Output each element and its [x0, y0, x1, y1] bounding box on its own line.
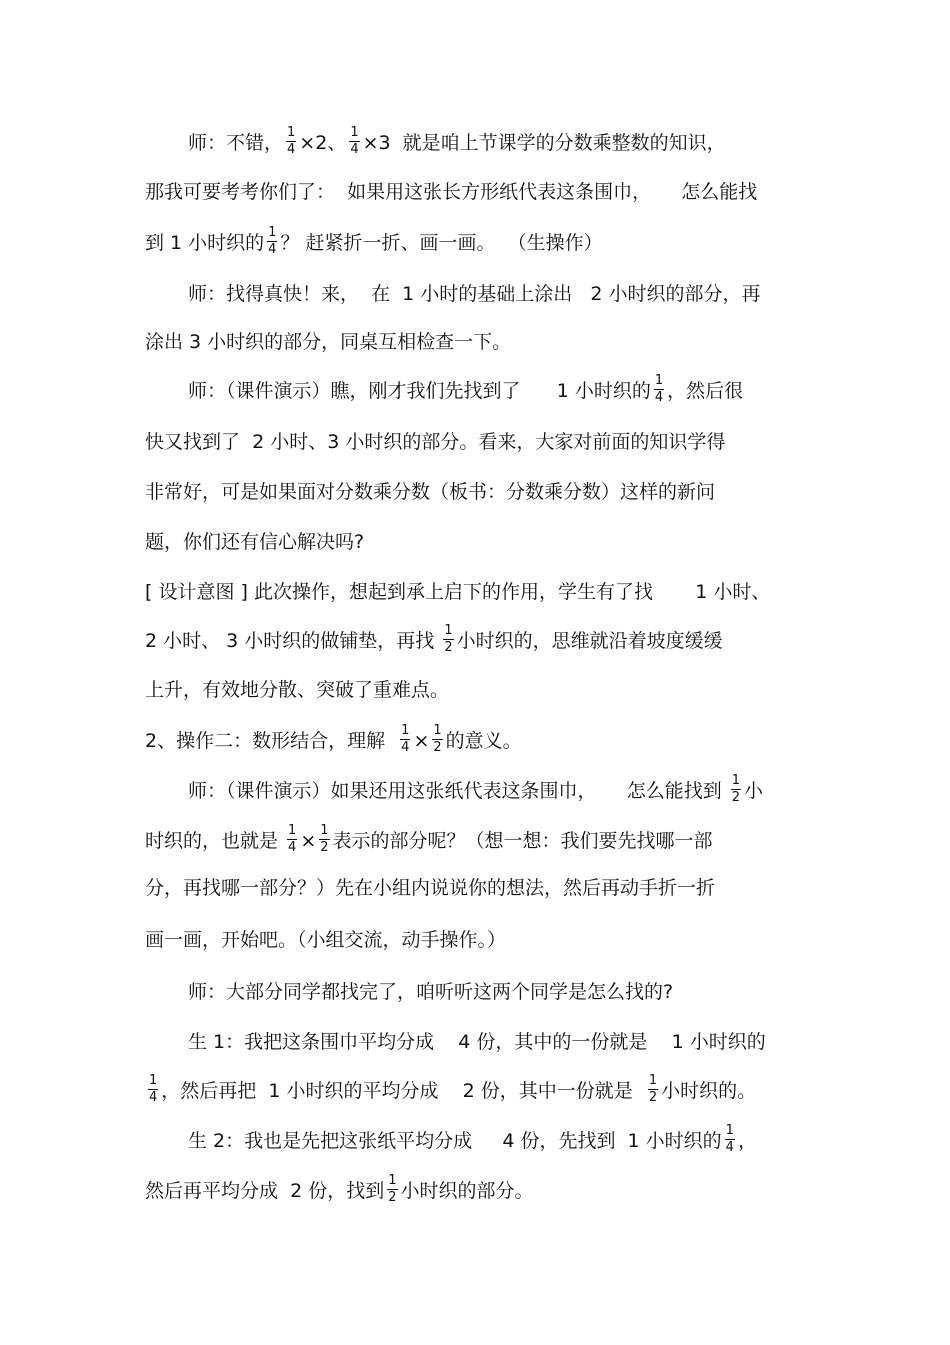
text-run: 到 1 小时织的 — [145, 232, 265, 254]
fraction-numerator: 1 — [288, 823, 297, 838]
fraction-numerator: 1 — [444, 623, 453, 638]
text-run: 然后再平均分成 2 份，找到 — [145, 1180, 385, 1202]
fraction — [432, 724, 442, 755]
fraction-numerator: 1 — [287, 125, 296, 140]
fraction-denominator: 4 — [288, 840, 297, 855]
text-run: [ 设计意图 ] 此次操作，想起到承上启下的作用，学生有了找 1 小时、 — [145, 581, 771, 603]
fraction-denominator: 2 — [731, 790, 741, 805]
fraction-numerator: 1 — [725, 1123, 734, 1138]
fraction-denominator: 2 — [388, 1190, 397, 1205]
text-line — [188, 373, 744, 407]
text-line — [188, 980, 673, 1004]
fraction-denominator: 4 — [287, 142, 296, 157]
fraction-numerator: 1 — [388, 1173, 397, 1188]
text-run: 画一画，开始吧。（小组交流，动手操作。） — [145, 929, 507, 951]
fraction-denominator: 4 — [401, 740, 410, 755]
fraction — [349, 126, 359, 157]
text-run: 小时织的，思维就沿着坡度缓缓 — [456, 630, 723, 652]
fraction-numerator: 1 — [731, 773, 741, 788]
fraction-numerator: 1 — [654, 373, 664, 388]
fraction — [148, 1074, 158, 1105]
fraction-numerator: 1 — [401, 723, 410, 738]
text-run: × — [300, 830, 317, 852]
fraction — [648, 1074, 658, 1105]
text-run: 那我可要考考你们了： 如果用这张长方形纸代表这条围巾， 怎么能找 — [145, 181, 758, 203]
text-run: 师：不错， — [188, 132, 284, 154]
text-line — [188, 773, 764, 807]
text-line — [188, 125, 726, 159]
text-run: × — [413, 730, 430, 752]
text-run: 时织的，也就是 — [145, 830, 285, 852]
text-run: 师：大部分同学都找完了，咱听听这两个同学是怎么找的? — [188, 981, 674, 1003]
fraction-denominator: 4 — [654, 390, 664, 405]
text-run: 小时织的部分。 — [400, 1180, 534, 1202]
text-run: ×2、 — [299, 132, 347, 154]
text-run: 生 2：我也是先把这张纸平均分成 4 份，先找到 1 小时织的 — [188, 1130, 722, 1152]
fraction — [287, 824, 297, 855]
fraction — [654, 374, 664, 405]
text-run: ×3 就是咱上节课学的分数乘整数的知识， — [362, 132, 726, 154]
text-line — [188, 282, 761, 306]
text-run: ，然后再把 1 小时织的平均分成 2 份，其中一份就是 — [161, 1080, 645, 1102]
text-line — [145, 928, 506, 952]
fraction-denominator: 2 — [320, 840, 329, 855]
text-run: 2、操作二：数形结合，理解 — [145, 730, 398, 752]
fraction-denominator: 2 — [444, 640, 453, 655]
fraction-numerator: 1 — [149, 1073, 158, 1088]
text-run: 涂出 3 小时织的部分，同桌互相检查一下。 — [145, 331, 512, 353]
fraction-denominator: 4 — [149, 1090, 158, 1105]
fraction-denominator: 2 — [433, 740, 442, 755]
text-run: 师：找得真快！来， 在 1 小时的基础上涂出 2 小时织的部分，再 — [188, 283, 761, 305]
text-line — [145, 430, 725, 454]
text-run: 小时织的。 — [661, 1080, 757, 1102]
fraction — [387, 1174, 397, 1205]
text-run: 表示的部分呢？（想一想：我们要先找哪一部 — [332, 830, 713, 852]
text-line — [145, 1173, 534, 1207]
text-run: 上升，有效地分散、突破了重难点。 — [145, 679, 450, 701]
text-run: 小 — [744, 780, 764, 802]
text-line — [188, 1030, 766, 1054]
text-run: 的意义。 — [445, 730, 522, 752]
fraction — [400, 724, 410, 755]
fraction-numerator: 1 — [350, 125, 359, 140]
text-line — [145, 876, 715, 900]
text-run: 非常好，可是如果面对分数乘分数（板书：分数乘分数）这样的新问 — [145, 481, 716, 503]
text-line — [145, 1073, 757, 1107]
fraction-numerator: 1 — [433, 723, 442, 738]
fraction-denominator: 4 — [725, 1140, 734, 1155]
text-run: 题，你们还有信心解决吗? — [145, 531, 365, 553]
text-line — [188, 1123, 757, 1157]
text-line — [145, 530, 364, 554]
fraction-denominator: 4 — [350, 142, 359, 157]
text-run: 生 1：我把这条围巾平均分成 4 份，其中的一份就是 1 小时织的 — [188, 1031, 766, 1053]
text-line — [145, 823, 713, 857]
text-run: 2 小时、 3 小时织的做铺垫，再找 — [145, 630, 441, 652]
fraction-denominator: 2 — [648, 1090, 658, 1105]
text-run: 师：（课件演示）瞧，刚才我们先找到了 1 小时织的 — [188, 380, 651, 402]
text-run: 师：（课件演示）如果还用这张纸代表这条围巾， 怎么能找到 — [188, 780, 728, 802]
fraction-numerator: 1 — [648, 1073, 658, 1088]
fraction — [443, 624, 453, 655]
text-line — [145, 623, 723, 657]
fraction-numerator: 1 — [268, 225, 277, 240]
text-line — [145, 678, 449, 702]
text-run: ， — [737, 1130, 757, 1152]
text-line — [145, 723, 522, 757]
text-line — [145, 580, 770, 604]
text-line — [145, 480, 715, 504]
text-run: ，然后很 — [667, 380, 744, 402]
text-line — [145, 225, 603, 259]
text-line — [145, 330, 511, 354]
text-run: 快又找到了 2 小时、3 小时织的部分。看来，大家对前面的知识学得 — [145, 431, 726, 453]
text-run: ？ 赶紧折一折、画一画。 （生操作） — [280, 232, 603, 254]
fraction — [267, 226, 277, 257]
fraction — [731, 774, 741, 805]
text-line — [145, 180, 757, 204]
fraction — [319, 824, 329, 855]
fraction-numerator: 1 — [320, 823, 329, 838]
fraction — [286, 126, 296, 157]
fraction-denominator: 4 — [268, 242, 277, 257]
fraction — [725, 1124, 735, 1155]
text-run: 分，再找哪一部分？）先在小组内说说你的想法，然后再动手折一折 — [145, 877, 716, 899]
